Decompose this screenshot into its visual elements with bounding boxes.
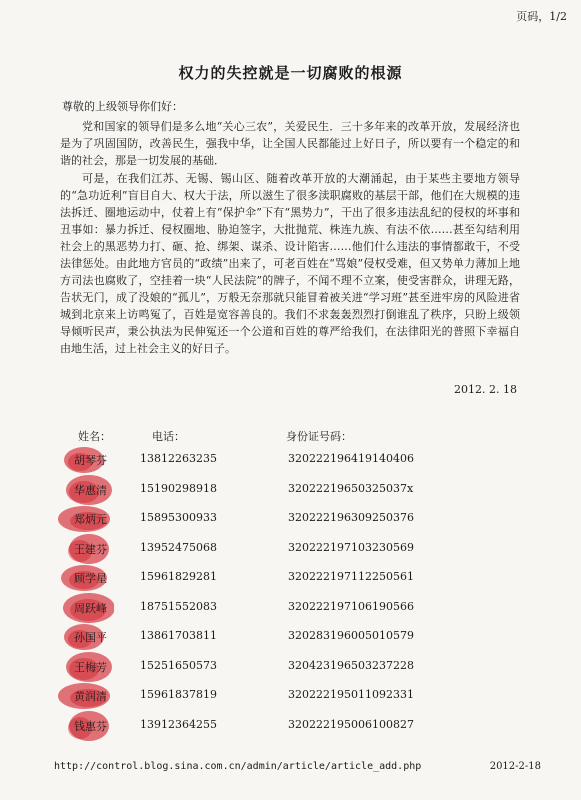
document-title: 权力的失控就是一切腐败的根源 (178, 64, 403, 82)
table-row (40, 503, 500, 533)
row-name: 顾学星 (74, 572, 107, 585)
row-id-number: 320222195006100827 (288, 717, 414, 731)
table-row (40, 474, 500, 504)
greeting: 尊敬的上级领导你们好： (62, 100, 183, 113)
table-header (40, 428, 500, 444)
row-name: 黄润清 (74, 690, 107, 703)
table-row (40, 680, 500, 710)
row-phone: 15251650573 (140, 658, 217, 672)
row-id-number: 320222196419140406 (288, 452, 414, 465)
row-name: 钱惠芬 (74, 719, 107, 733)
row-id-number: 320222197106190566 (288, 599, 414, 613)
row-name: 郑炳元 (74, 513, 107, 526)
row-phone: 13812263235 (140, 452, 217, 465)
row-name: 胡琴芬 (74, 454, 107, 467)
row-id-number: 320222197103230569 (288, 540, 414, 554)
signature-date: 2012. 2. 18 (454, 383, 517, 396)
row-phone: 13952475068 (140, 540, 217, 554)
row-id-number: 320222197112250561 (288, 570, 414, 583)
page-number: 页码，1/2 (516, 10, 567, 23)
footer-url: http://control.blog.sina.com.cn/admin/article/article_add.php (54, 761, 422, 772)
row-phone: 15895300933 (140, 511, 217, 524)
row-id-number: 320283196005010579 (288, 629, 414, 642)
row-id-number: 32022219650325037x (288, 481, 414, 495)
table-row (40, 621, 500, 651)
row-phone: 13912364255 (140, 717, 217, 731)
table-row (40, 651, 500, 681)
header-name: 姓名： (78, 430, 111, 443)
table-body (40, 444, 500, 739)
footer-date: 2012-2-18 (489, 761, 541, 772)
paragraph-2: 可是，在我们江苏、无锡、锡山区、随着改革开放的大潮涌起，由于某些主要地方领导的“急功近利”盲目自大、权大于法，所以滋生了很多渎职腐败的基层干部，他们在大规模的违法拆迁、圈地运动中，仗着上有“保护伞”下有“黑势力”，干出了很多违法乱纪的侵权的坏事和丑事如：暴力拆迁、侵权圈地、胁迫签字，大批抛荒、株连九族、有法不依……甚至勾结利用社会上的黑恶势力打、砸、抢、绑架、谋杀、设计陷害……他们什么违法的事情都敢干，不受法律惩处。由此地方官员的“政绩”出来了，可老百姓在“骂娘”侵权受难，但又势单力薄加上地方司法也腐败了，空挂着一块“人民法院”的牌子，不闻不理不立案，使受害群众，讲理无路，告状无门，成了没娘的“孤儿”，万般无奈那就只能冒着被关进“学习班”甚至进牢房的风险进省城到北京来上访鸣冤了，百姓是宽容善良的。我们不求轰轰烈烈打倒谁乱了秩序，只盼上级领导倾听民声，秉公执法为民伸冤还一个公道和百姓的尊严给我们，在法律阳光的普照下幸福自由地生活，过上社会主义的好日子。 (60, 172, 520, 355)
signatory-table (40, 428, 500, 739)
table-row (40, 710, 500, 740)
table-row (40, 562, 500, 592)
row-id-number: 320423196503237228 (288, 658, 414, 672)
table-row (40, 592, 500, 622)
header-id-number: 身份证号码： (286, 430, 352, 443)
table-row (40, 444, 500, 474)
row-phone: 15190298918 (140, 481, 217, 495)
row-id-number: 320222195011092331 (288, 688, 414, 701)
row-name: 周跃峰 (74, 601, 107, 615)
row-name: 华惠清 (74, 483, 107, 497)
row-phone: 15961837819 (140, 688, 217, 701)
row-phone: 15961829281 (140, 570, 217, 583)
header-phone: 电话： (152, 430, 185, 443)
table-row (40, 533, 500, 563)
row-phone: 13861703811 (140, 629, 217, 642)
row-name: 王梅芳 (74, 660, 107, 674)
row-name: 王建芬 (74, 542, 107, 556)
row-name: 孙国平 (74, 631, 107, 644)
paragraph-1: 党和国家的领导们是多么地“关心三农”，关爱民生．三十多年来的改革开放，发展经济也是为了巩固国防，改善民生，强我中华，让全国人民都能过上好日子，所以要有一个稳定的和谐的社会，那是一切发展的基础． (60, 120, 520, 167)
row-phone: 18751552083 (140, 599, 217, 613)
row-id-number: 320222196309250376 (288, 511, 414, 524)
